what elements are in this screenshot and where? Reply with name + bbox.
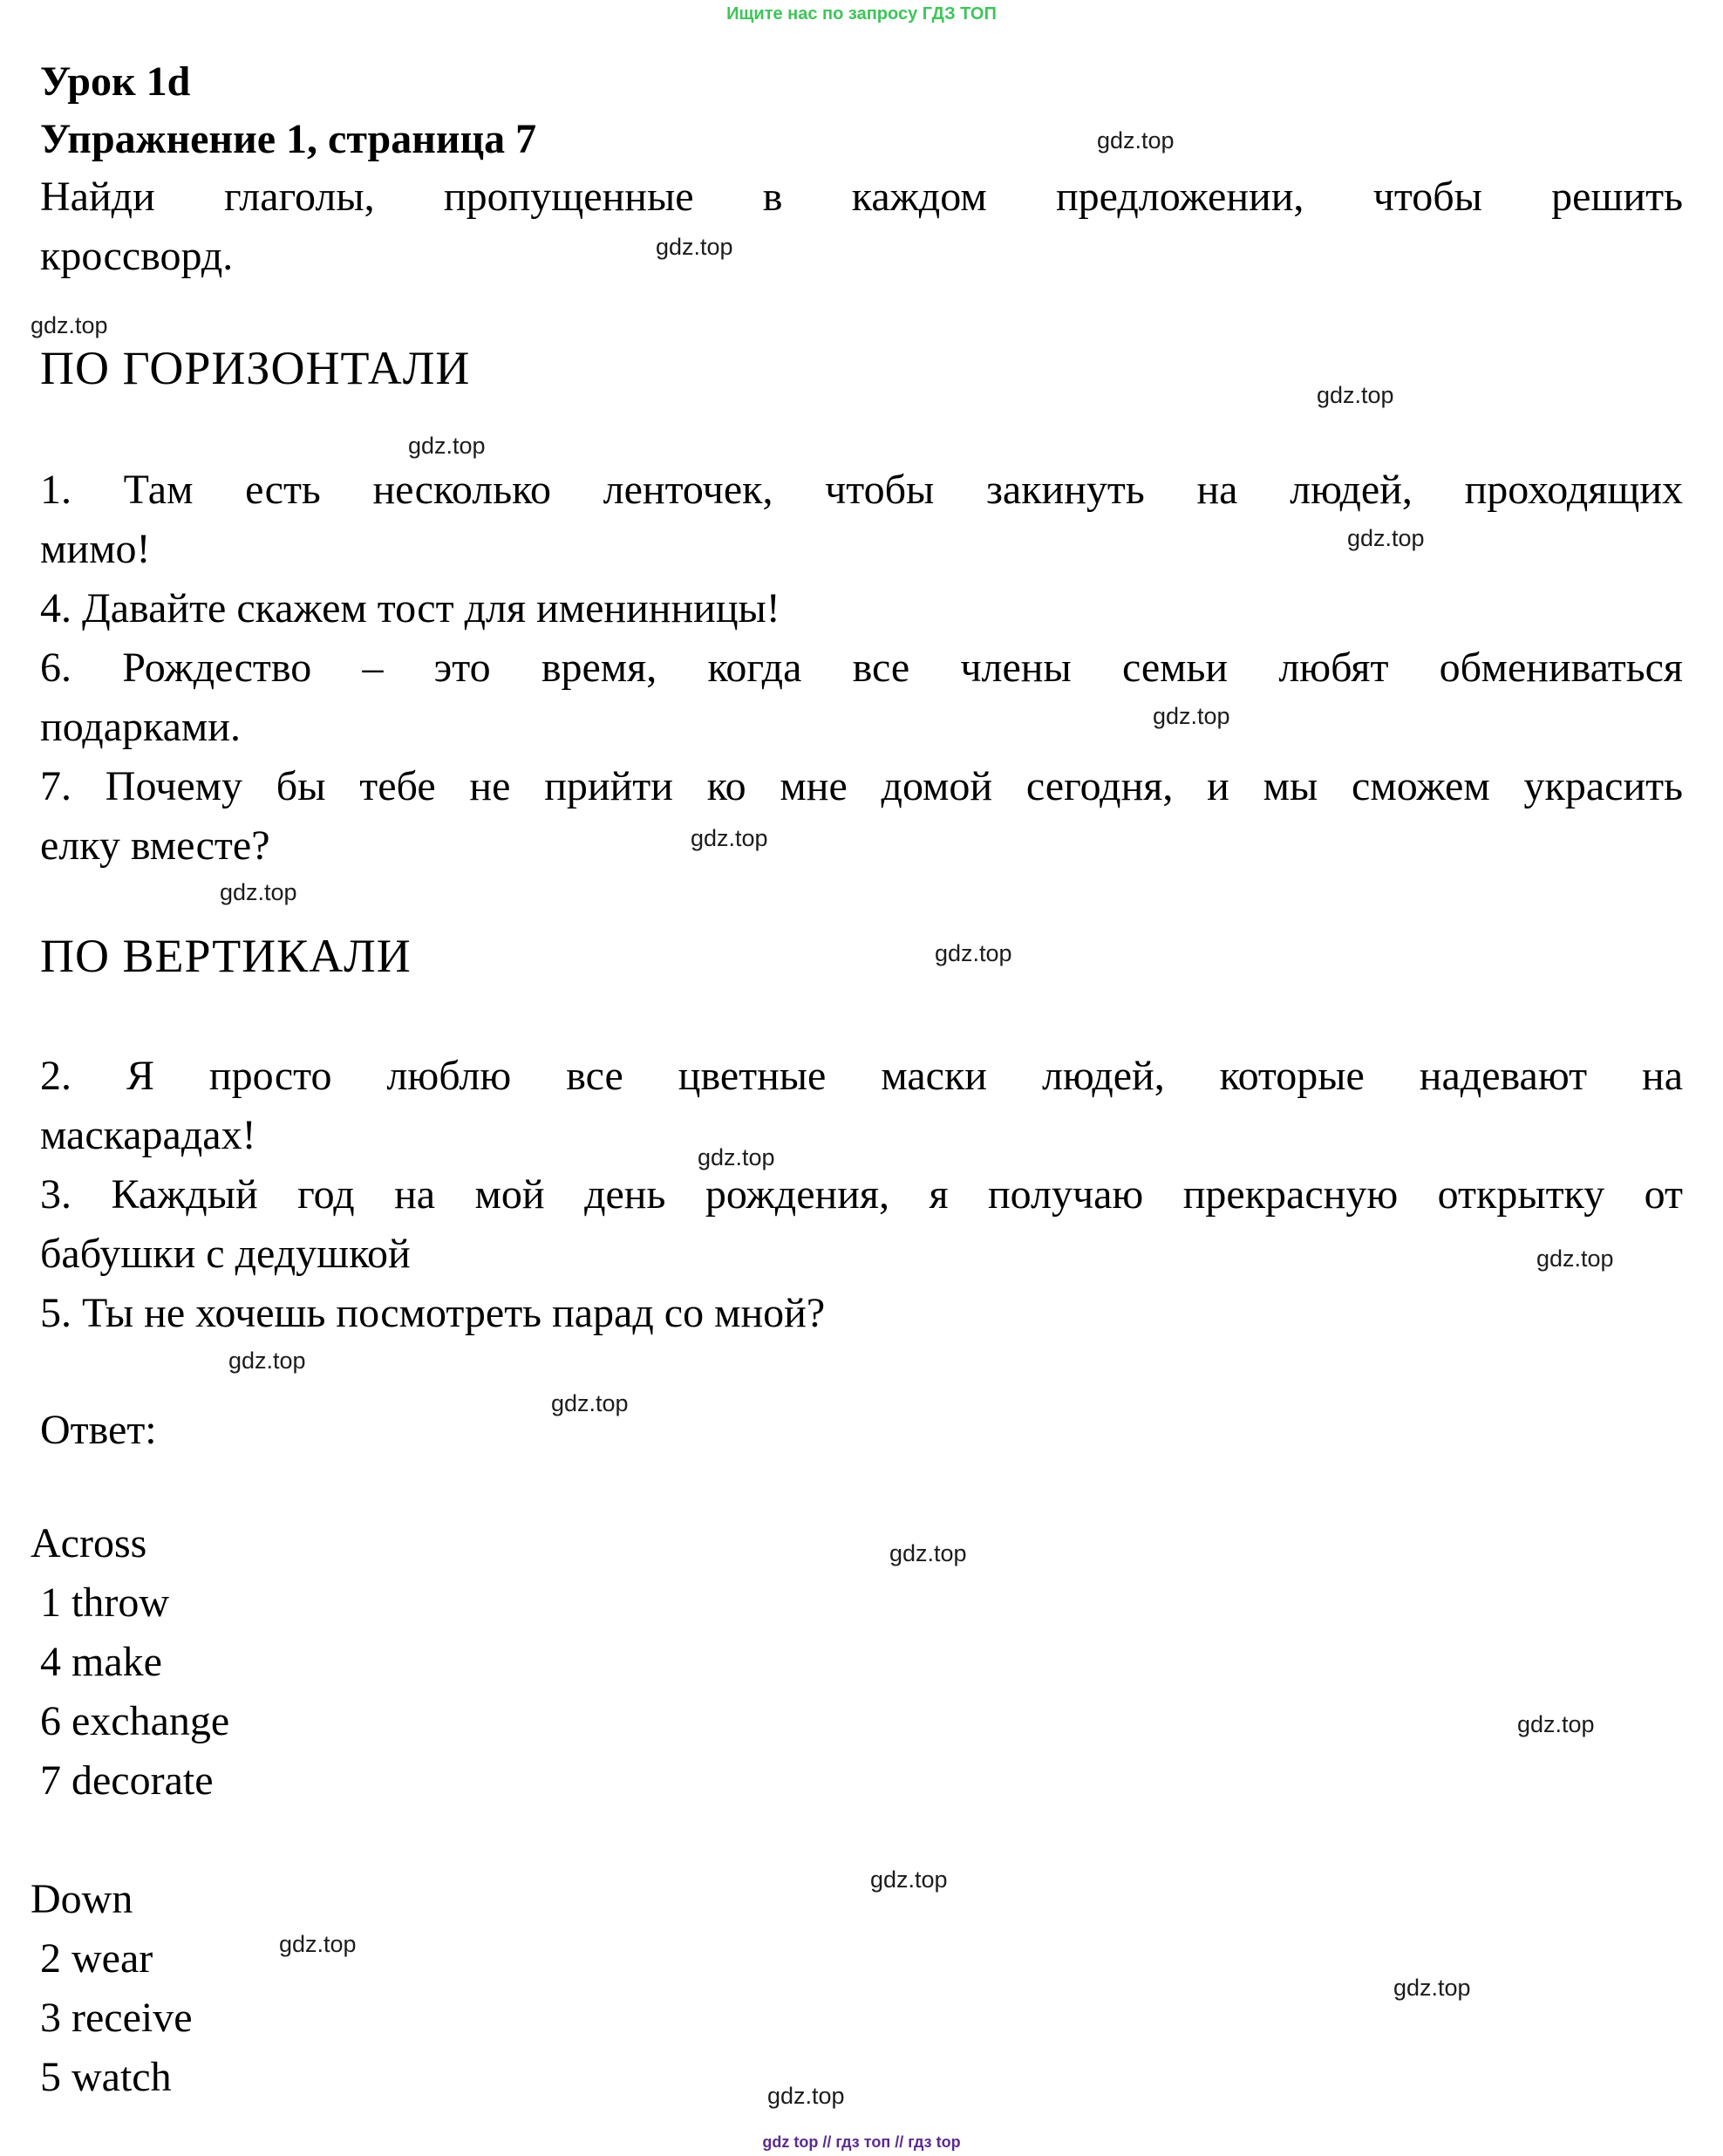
lesson-title: Урок 1d	[40, 58, 191, 105]
answer-across-6: 6 exchange	[40, 1698, 230, 1744]
answers-down-label: Down	[31, 1876, 133, 1922]
watermark-gdz-top: gdz.top	[1153, 703, 1230, 729]
watermark-gdz-top: gdz.top	[1393, 1975, 1471, 2001]
watermark-gdz-top: gdz.top	[1317, 382, 1394, 408]
answers-down-block	[31, 1870, 902, 2107]
answer-down-5: 5 watch	[40, 2054, 172, 2100]
watermark-gdz-top: gdz.top	[656, 234, 733, 260]
clue-line: мимо!	[40, 526, 151, 572]
watermark-gdz-top: gdz.top	[691, 825, 768, 851]
exercise-title: Упражнение 1, страница 7	[40, 116, 537, 162]
watermark-gdz-top: gdz.top	[31, 312, 108, 338]
across-item-1	[40, 461, 1683, 579]
watermark-gdz-top: gdz.top	[1097, 127, 1175, 154]
task-description	[40, 167, 1683, 286]
down-item-5	[40, 1284, 1683, 1343]
clue-line: 7. Почему бы тебе не прийти ко мне домой сегодня, и мы сможем украсить	[40, 763, 1683, 809]
clue-line: 1. Там есть несколько ленточек, чтобы закинуть на людей, проходящих	[40, 467, 1683, 513]
clue-line: подарками.	[40, 704, 241, 750]
across-heading: ПО ГОРИЗОНТАЛИ	[40, 342, 471, 394]
down-item-2	[40, 1047, 1683, 1165]
answer-across-1: 1 throw	[40, 1579, 169, 1626]
clue-line: 5. Ты не хочешь посмотреть парад со мной?	[40, 1290, 826, 1336]
watermark-gdz-top: gdz.top	[279, 1931, 357, 1957]
watermark-gdz-top: gdz.top	[228, 1348, 306, 1374]
clue-line: маскарадах!	[40, 1112, 256, 1158]
task-line-2: кроссворд.	[40, 233, 234, 279]
answer-down-2: 2 wear	[40, 1935, 153, 1982]
footer-site-links: gdz top // гдз топ // гдз top	[762, 2133, 961, 2151]
watermark-gdz-top: gdz.top	[767, 2083, 845, 2109]
watermark-gdz-top: gdz.top	[1517, 1711, 1595, 1737]
clue-line: 6. Рождество – это время, когда все члены семьи любят обмениваться	[40, 645, 1683, 691]
watermark-gdz-top: gdz.top	[1347, 525, 1425, 551]
clue-line: 4. Давайте скажем тост для именинницы!	[40, 585, 780, 631]
clue-line: 2. Я просто люблю все цветные маски людей, которые надевают на	[40, 1053, 1683, 1099]
watermark-gdz-top: gdz.top	[1536, 1245, 1614, 1272]
watermark-gdz-top: gdz.top	[220, 879, 297, 905]
across-item-7	[40, 757, 1683, 876]
down-heading: ПО ВЕРТИКАЛИ	[40, 930, 412, 982]
clue-line: 3. Каждый год на мой день рождения, я получаю прекрасную открытку от	[40, 1171, 1683, 1218]
across-item-6	[40, 638, 1683, 757]
down-item-3	[40, 1165, 1683, 1284]
watermark-gdz-top: gdz.top	[870, 1866, 948, 1893]
answers-across-block	[31, 1514, 902, 1811]
clue-line: елку вместе?	[40, 822, 270, 869]
watermark-gdz-top: gdz.top	[408, 433, 486, 459]
promo-banner-text: Ищите нас по запросу ГДЗ ТОП	[726, 4, 997, 24]
task-line-1: Найди глаголы, пропущенные в каждом предложении, чтобы решить	[40, 174, 1683, 220]
clue-line: бабушки с дедушкой	[40, 1231, 411, 1277]
answer-label: Ответ:	[40, 1407, 157, 1453]
answers-across-label: Across	[31, 1520, 147, 1566]
watermark-gdz-top: gdz.top	[935, 940, 1012, 966]
watermark-gdz-top: gdz.top	[698, 1144, 775, 1170]
answer-down-3: 3 receive	[40, 1995, 193, 2041]
watermark-gdz-top: gdz.top	[889, 1540, 967, 1566]
across-item-4	[40, 579, 1683, 638]
answer-across-4: 4 make	[40, 1639, 162, 1685]
answer-across-7: 7 decorate	[40, 1757, 214, 1804]
watermark-gdz-top: gdz.top	[551, 1390, 629, 1416]
